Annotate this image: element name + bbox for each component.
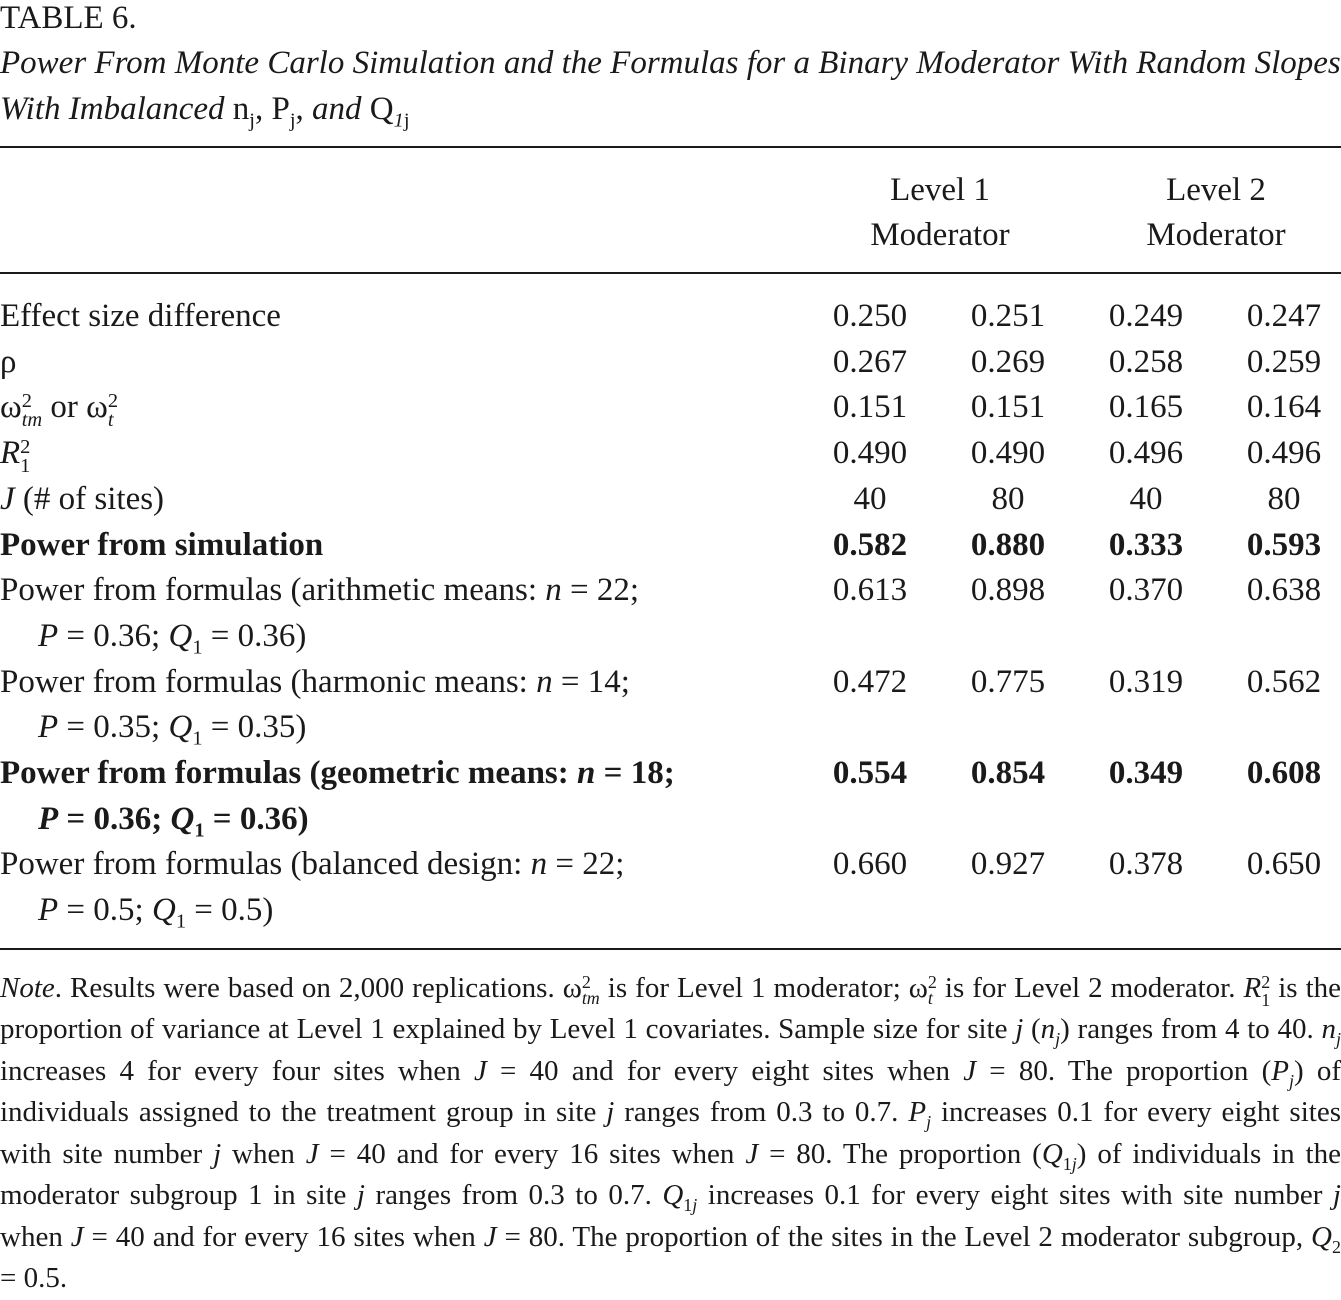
cell: 0.608 bbox=[1246, 755, 1322, 792]
row-label: Power from formulas (harmonic means: n = 14; P = 0.35; $Q_1 = 0.35$) bbox=[0, 663, 630, 750]
cell: 0.562 bbox=[1246, 663, 1322, 700]
cell: 0.370 bbox=[1108, 572, 1184, 609]
cell: 0.151 bbox=[832, 389, 908, 426]
cell: 0.593 bbox=[1246, 526, 1322, 563]
cell: 0.650 bbox=[1246, 846, 1322, 883]
table-row bbox=[0, 431, 1341, 477]
cell: 0.854 bbox=[970, 755, 1046, 792]
cell: 0.247 bbox=[1246, 298, 1322, 334]
cell: 0.582 bbox=[832, 526, 908, 563]
table-row bbox=[0, 385, 1341, 431]
cell: 40 bbox=[1129, 480, 1163, 517]
table-header bbox=[0, 148, 1341, 272]
row-label: ρ bbox=[0, 343, 17, 380]
cell: 0.249 bbox=[1108, 298, 1184, 334]
table-row bbox=[0, 842, 1341, 933]
table-body bbox=[0, 274, 1341, 948]
column-group-level2: Level 2 Moderator bbox=[1146, 172, 1286, 253]
table-row bbox=[0, 751, 1341, 842]
cell: 0.250 bbox=[832, 298, 908, 334]
cell: 80 bbox=[991, 480, 1025, 517]
table-row bbox=[0, 477, 1341, 523]
row-label: J (# of sites) bbox=[0, 480, 165, 517]
cell: 0.490 bbox=[970, 435, 1046, 472]
cell: 40 bbox=[853, 480, 887, 517]
row-label: Power from formulas (balanced design: n = 22; P = 0.5; $Q_1 = 0.5$) bbox=[0, 846, 625, 933]
row-label: Power from formulas (geometric means: n = 18; P = 0.36; $Q_1 = 0.36$) bbox=[0, 755, 675, 842]
row-label: Effect size difference bbox=[0, 298, 281, 334]
row-label: ω 2 tm or ω 2 t bbox=[0, 389, 119, 431]
cell: 0.165 bbox=[1108, 389, 1184, 426]
cell: 0.259 bbox=[1246, 343, 1322, 380]
cell: 0.775 bbox=[970, 663, 1046, 700]
cell: 0.927 bbox=[970, 846, 1046, 883]
row-label: R 2 1 bbox=[0, 435, 31, 478]
cell: 0.269 bbox=[970, 343, 1046, 380]
cell: 0.333 bbox=[1108, 526, 1184, 563]
table-row bbox=[0, 568, 1341, 659]
row-label: Power from formulas (arithmetic means: n = 22; P = 0.36; $Q_1 = 0.36$) bbox=[0, 572, 640, 659]
table-row bbox=[0, 523, 1341, 569]
cell: 0.349 bbox=[1108, 755, 1184, 792]
cell: 0.880 bbox=[970, 526, 1046, 563]
cell: 0.267 bbox=[832, 343, 908, 380]
cell: 0.490 bbox=[832, 435, 908, 472]
table-note: Note. Results were based on 2,000 replications. ω 2 tm is for Level 1 moderator; ω 2 t is for Level 2 moderator. R 2 1 is the proportion of variance at Level 1 explained by Level 1 covariates. Sample size for site j $(n_j)$ ranges from 4 to 40. $n_j$ increases 4 for every four sites when J = 40 and for every eight sites when J = 80. The proportion $(P_j)$ of individuals assigned to the treatment group in site j ranges from 0.3 to 0.7. $P_j$ increases 0.1 for every eight sites with site number j when J = 40 and for every 16 sites when J = 80. The proportion $(Q_{1j})$ of individuals in the moderator subgroup 1 in site j ranges from 0.3 to 0.7. $Q_{1j}$ increases 0.1 for every eight sites with site number j when J = 40 and for every 16 sites when J = 80. The proportion of the sites in the Level 2 moderator subgroup, $Q_2 = 0.5$. bbox=[0, 971, 1341, 1295]
cell: 0.898 bbox=[970, 572, 1046, 609]
cell: 0.613 bbox=[832, 572, 908, 609]
cell: 0.251 bbox=[970, 298, 1046, 334]
column-group-level1: Level 1 Moderator bbox=[870, 172, 1010, 253]
table-row bbox=[0, 340, 1341, 386]
cell: 0.554 bbox=[832, 755, 908, 792]
table-title: Power From Monte Carlo Simulation and the Formulas for a Binary Moderator With Random Slopes With Imbalanced $n_j$, $P_j$, and $Q_{1j}$ bbox=[0, 45, 1341, 132]
table-row bbox=[0, 294, 1341, 340]
cell: 0.472 bbox=[832, 663, 908, 700]
cell: 0.151 bbox=[970, 389, 1046, 426]
cell: 0.378 bbox=[1108, 846, 1184, 883]
cell: 80 bbox=[1267, 480, 1301, 517]
cell: 0.660 bbox=[832, 846, 908, 883]
cell: 0.496 bbox=[1246, 435, 1322, 472]
cell: 0.258 bbox=[1108, 343, 1184, 380]
row-label: Power from simulation bbox=[0, 526, 324, 563]
cell: 0.496 bbox=[1108, 435, 1184, 472]
cell: 0.638 bbox=[1246, 572, 1322, 609]
cell: 0.319 bbox=[1108, 663, 1184, 700]
cell: 0.164 bbox=[1246, 389, 1322, 426]
table-row bbox=[0, 660, 1341, 751]
table-label: TABLE 6. bbox=[0, 0, 137, 36]
